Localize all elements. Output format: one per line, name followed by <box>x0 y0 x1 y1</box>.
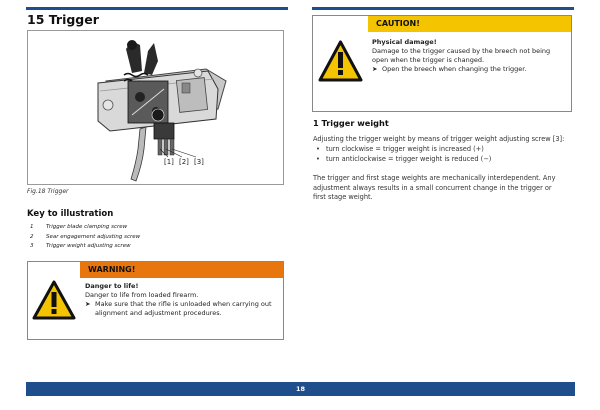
figure-caption: Fig.18 Trigger <box>27 188 69 195</box>
caution-action <box>372 65 565 74</box>
callout-3: [3] <box>194 158 204 166</box>
key-item <box>30 233 280 243</box>
section-intro: Adjusting the trigger weight by means of trigger weight adjusting screw [3]: <box>313 135 565 143</box>
caution-body <box>372 38 565 74</box>
trigger-figure <box>27 30 284 185</box>
warning-subtitle: Danger to life! <box>85 282 139 290</box>
key-item-number: 1 <box>30 224 34 230</box>
bullet-icon: • <box>316 154 320 163</box>
section-note: The trigger and first stage weights are mechanically interdependent. Any adjustment always results in a small concurrent change in the trigger or first stage weight. <box>313 174 556 201</box>
key-item-text: Trigger blade clamping screw <box>46 224 128 230</box>
key-item-number: 3 <box>30 243 34 249</box>
key-heading: Key to illustration <box>27 209 114 219</box>
key-item <box>30 223 280 233</box>
warning-box <box>27 261 284 340</box>
warning-icon-cell <box>28 262 80 339</box>
warning-triangle-icon <box>28 262 80 339</box>
bullet-icon: • <box>316 145 320 153</box>
callout-2: [2] <box>179 158 189 166</box>
section-bullets <box>316 145 576 164</box>
caution-line: Damage to the trigger caused by the breech not being open when the trigger is changed. <box>372 47 551 64</box>
arrow-right-icon: ➤ <box>85 300 91 308</box>
arrow-right-icon: ➤ <box>372 65 378 73</box>
key-item-text: Trigger weight adjusting screw <box>46 243 131 249</box>
caution-box <box>312 15 572 112</box>
caution-label: CAUTION! <box>368 16 571 32</box>
caution-action-text: Open the breech when changing the trigger. <box>382 65 527 73</box>
key-list <box>30 223 280 252</box>
warning-line: Danger to life from loaded firearm. <box>85 291 199 299</box>
callout-1: [1] <box>164 158 174 166</box>
trigger-illustration <box>28 31 283 184</box>
warning-action <box>85 300 277 318</box>
key-item <box>30 242 280 252</box>
section-heading: 1 Trigger weight <box>313 118 389 128</box>
top-rule-right <box>312 7 574 10</box>
top-rule-left <box>26 7 288 10</box>
caution-triangle-icon <box>313 16 368 111</box>
page-number: 18 <box>295 385 306 393</box>
key-item-number: 2 <box>30 233 34 240</box>
warning-action-text: Make sure that the rifle is unloaded when carrying out alignment and adjustment procedures. <box>95 300 272 317</box>
bullet-item <box>316 155 576 165</box>
footer-bar <box>26 382 575 396</box>
bullet-text: turn anticlockwise = trigger weight is reduced (−) <box>326 154 492 163</box>
warning-label: WARNING! <box>80 262 283 278</box>
bullet-text: turn clockwise = trigger weight is increased (+) <box>326 145 484 153</box>
key-item-text: Sear engagement adjusting screw <box>46 233 141 240</box>
bullet-item <box>316 145 576 155</box>
caution-subtitle: Physical damage! <box>372 38 437 46</box>
page-title: 15 Trigger <box>27 12 99 27</box>
caution-icon-cell <box>313 16 368 111</box>
warning-body <box>85 282 277 318</box>
